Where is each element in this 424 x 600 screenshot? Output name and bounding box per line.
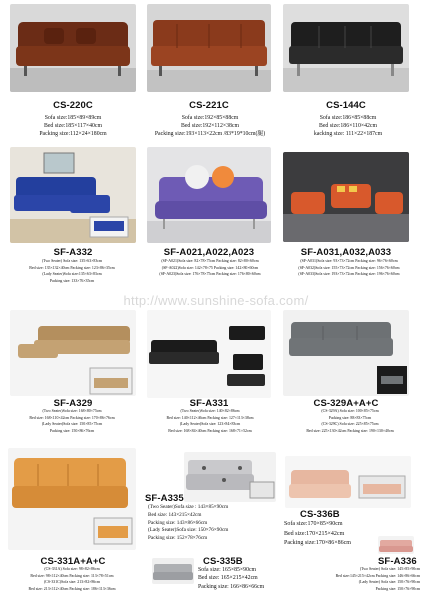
product-specs <box>282 408 418 434</box>
spec-line: Packing size: 152×78×76cm <box>148 535 208 542</box>
product-image-sf-a329 <box>10 310 136 396</box>
product-image-sf-a332 <box>10 147 136 243</box>
product-specs <box>280 258 418 278</box>
spec-line: (Lady Seater)Sofa size: 150×76×90cm <box>148 527 229 534</box>
spec-line: (Lady Seater)Sofa size:135×63×83cm <box>42 272 102 277</box>
product-code: CS-331A+A+C <box>40 556 106 567</box>
spec-line: Bed size: 143×215×42cm <box>148 511 202 518</box>
product-code: SF-A021,A022,A023 <box>163 247 255 258</box>
product-specs <box>326 566 420 592</box>
product-code: SF-A329 <box>53 398 93 409</box>
spec-line: Bed size: 165×215×42cm <box>198 575 258 582</box>
product-code: SF-A331 <box>189 398 229 409</box>
spec-line: (CS-329A) Sofa size: 100×85×75cm <box>321 409 379 413</box>
spec-line: (Lady Seater)Sofa size: 123×84×83cm <box>179 422 241 427</box>
product-image-sf-a331 <box>147 310 271 398</box>
spec-line: (SF-A031)Sofa size: 93×73×72cm Packing size: 96×76×60cm <box>300 259 398 263</box>
product-specs <box>198 566 264 591</box>
product-specs <box>4 258 140 284</box>
spec-line: Bed size: 168×110×42cm Packing size: 170×86×76cm <box>29 415 115 420</box>
spec-line: Sofa size:170×85×90cm <box>284 521 343 527</box>
spec-line: (Two Seater)Sofa size : 143×85×90cm <box>148 504 229 510</box>
product-image-cs-220c <box>10 4 136 92</box>
product-specs <box>142 408 278 434</box>
product-code: CS-221C <box>189 100 229 111</box>
product-code: SF-A335 <box>145 493 184 504</box>
spec-line: Sofa size:185×89×89cm <box>44 115 102 121</box>
spec-line: Packing size:193×113×22cm /83*19*10cm(腿) <box>154 131 266 138</box>
spec-line: Bed size:192×112×38cm <box>180 123 239 130</box>
product-image-sf-a335 <box>184 452 276 502</box>
spec-line: (Two Seater) Sofa size: 135×63×83cm <box>41 259 103 263</box>
spec-line: Bed size:170×215×42cm <box>284 530 345 537</box>
product-image-sf-a021-a022-a023 <box>147 147 271 243</box>
spec-line: Bed size: 168×84×40cm Packing size: 168×71×52cm <box>168 428 252 433</box>
spec-line: Packing size: 143×86×66cm <box>148 519 208 526</box>
product-specs <box>284 520 351 549</box>
spec-line: (SF-A033)Sofa size: 193×73×72cm Packing size: 196×76×60cm <box>298 272 400 277</box>
product-code: CS-144C <box>326 100 366 111</box>
spec-line: Sofa size: 165×85×90cm <box>198 567 257 573</box>
spec-line: (Lady Seater)Sofa size: 150×85×75cm <box>41 422 103 427</box>
spec-line: (CS-329C) Sofa size: 225×85×75cm <box>321 422 379 427</box>
product-code: SF-A332 <box>53 247 93 258</box>
spec-line: Packing size: 166×86×66cm <box>198 583 265 590</box>
product-image-cs-331a <box>8 448 136 550</box>
spec-line: Sofa size:192×85×88cm <box>181 115 239 121</box>
spec-line: Packing size: 88×83×75cm <box>328 415 372 420</box>
product-specs <box>283 114 413 138</box>
spec-line: Bed size: 140×112×46cm Packing size: 127×113×38cm <box>166 415 254 420</box>
product-code: CS-335B <box>203 556 243 567</box>
product-code: CS-329A+A+C <box>313 398 379 409</box>
product-code: CS-220C <box>53 100 93 111</box>
product-specs <box>4 566 140 592</box>
spec-line: (Two Seater)Sofa size: 140×82×86cm <box>180 409 240 413</box>
spec-line: (SF-A021)Sofa size: 82×78×75cm Packing size: 82×80×60cm <box>161 259 259 263</box>
spec-line: (Two Seater) Sofa size: 145×85×90cm <box>359 567 420 571</box>
spec-line: Packing size:170×86×86cm <box>284 540 351 547</box>
spec-line: (Lady Seater) Sofa size: 150×76×90cm <box>358 580 420 585</box>
product-specs <box>4 408 140 434</box>
product-code: CS-336B <box>300 509 340 520</box>
spec-line: Bed size:145×215×42cm Packing size: 146×86×66cm <box>335 573 420 578</box>
product-image-sf-a336 <box>378 536 414 554</box>
product-code: SF-A336 <box>378 556 417 567</box>
product-image-sf-a031-a032-a033 <box>283 152 409 242</box>
spec-line: Sofa size:186×85×88cm <box>319 115 377 121</box>
product-image-cs-336b <box>285 456 411 508</box>
spec-line: Bed size: 98×112×40cm Packing size: 113×78×51cm <box>30 573 114 578</box>
product-image-cs-144c <box>283 4 409 92</box>
product-specs <box>142 114 278 138</box>
spec-line: Bed size: 135×132×40cm Packing size: 123×86×35cm <box>29 265 115 270</box>
product-image-cs-329a <box>283 310 409 396</box>
spec-line: (SF-A023)Sofa size: 176×78×75cm Packing size: 176×80×60cm <box>159 272 261 277</box>
spec-line: Bed size:185×117×40cm <box>43 123 102 130</box>
spec-line: Packing size: 150×76×90cm <box>375 586 420 591</box>
spec-line: (CS-331C)Sofa size: 213×82×86cm <box>43 580 101 585</box>
product-specs <box>148 504 228 543</box>
spec-line: (SF-A022)Sofa size: 142×78×75 Packing size: 142×80×60cm <box>161 265 259 270</box>
spec-line: (SF-A032)Sofa size: 155×73×72cm Packing size: 156×76×60cm <box>298 265 400 270</box>
spec-line: Packing size: 150×86×76cm <box>49 428 95 433</box>
product-specs <box>6 114 140 138</box>
product-code: SF-A031,A032,A033 <box>300 247 392 258</box>
spec-line: Packing size:112×24×180cm <box>39 131 107 138</box>
watermark: http://www.sunshine-sofa.com/ <box>123 293 309 308</box>
product-specs <box>140 258 280 278</box>
spec-line: Bed size: 225×130×42cm Packing size: 190×130×40cm <box>306 428 394 433</box>
spec-line: Bed size: 213×112×40cm Packing size: 186×113×36cm <box>28 586 116 591</box>
spec-line: kacking size: 111×22×187cm <box>313 131 383 138</box>
spec-line: (Two Seater)Sofa size: 168×80×75cm <box>42 409 102 413</box>
spec-line: (CS-331A) Sofa size: 98×82×86cm <box>44 567 100 571</box>
spec-line: Packing size: 133×76×35cm <box>49 278 95 283</box>
spec-line: Bed size:186×110×42cm <box>318 123 377 130</box>
product-image-cs-335b <box>152 558 194 584</box>
product-image-cs-221c <box>147 4 271 92</box>
